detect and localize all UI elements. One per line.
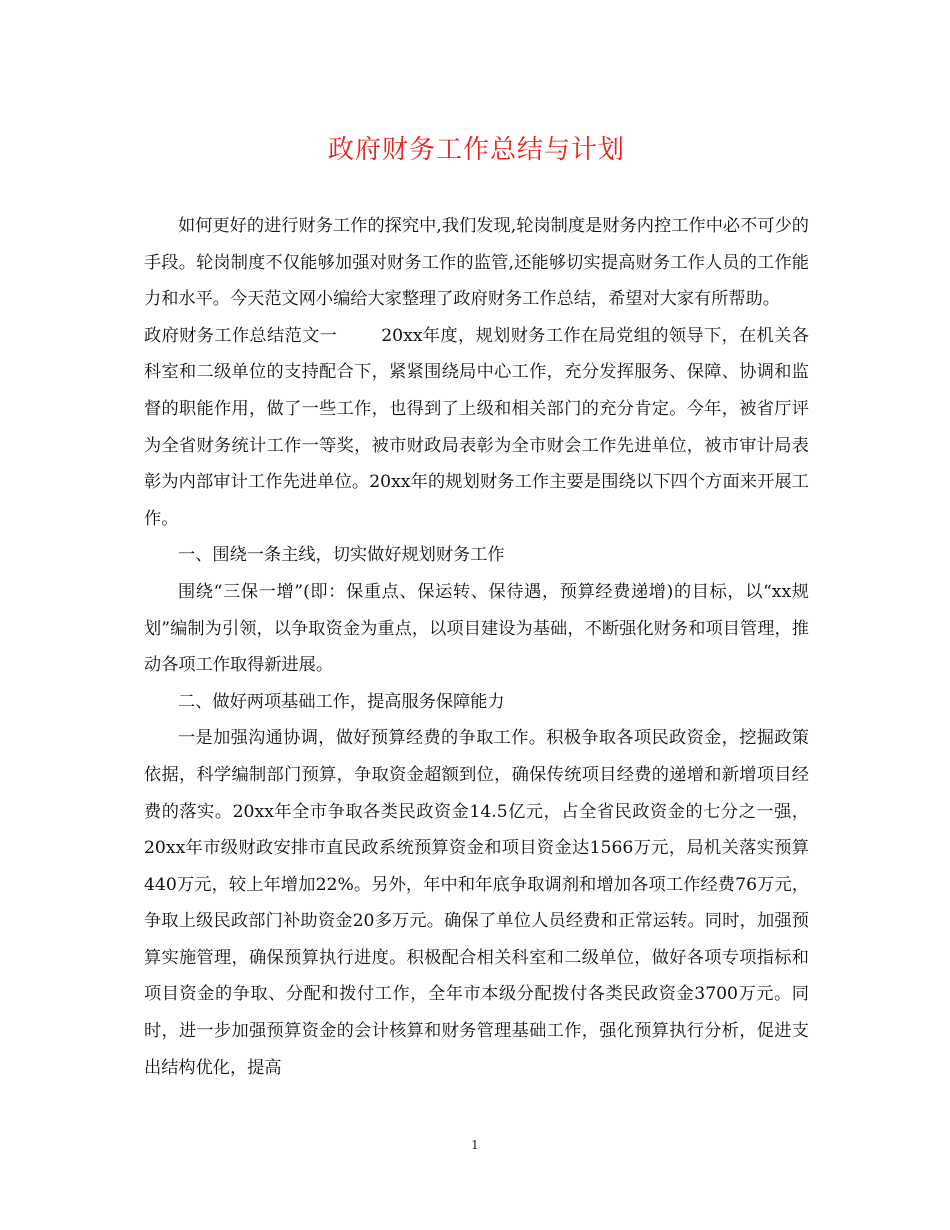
section-1-paragraph: 围绕“三保一增”(即：保重点、保运转、保待遇，预算经费递增)的目标，以“xx规划”编制为引领，以争取资金为重点，以项目建设为基础，不断强化财务和项目管理，推动各项工作取得新进展。 xyxy=(144,581,809,676)
section-heading-1: 一、围绕一条主线，切实做好规划财务工作 xyxy=(178,545,505,566)
sample-label: 政府财务工作总结范文一 xyxy=(144,325,338,346)
intro-paragraph: 如何更好的进行财务工作的探究中,我们发现,轮岗制度是财务内控工作中必不可少的手段。轮岗制度不仅能够加强对财务工作的监管,还能够切实提高财务工作人员的工作能力和水平。今天范文网小编给大家整理了政府财务工作总结，希望对大家有所帮助。 xyxy=(144,216,809,310)
section-heading-2: 二、做好两项基础工作，提高服务保障能力 xyxy=(178,691,505,712)
section-2-paragraph: 一是加强沟通协调，做好预算经费的争取工作。积极争取各项民政资金，挖掘政策依据，科学编制部门预算，争取资金超额到位，确保传统项目经费的递增和新增项目经费的落实。20xx年全市争取各类民政资金14.5亿元，占全省民政资金的七分之一强，20xx年市级财政安排市直民政系统预算资金和项目资金达1566万元，局机关落实预算440万元，较上年增加22%。另外，年中和年底争取调剂和增加各项工作经费76万元，争取上级民政部门补助资金20多万元。确保了单位人员经费和正常运转。同时，加强预算实施管理，确保预算执行进度。积极配合相关科室和二级单位，做好各项专项指标和项目资金的争取、分配和拨付工作，全年市本级分配拨付各类民政资金3700万元。同时，进一步加强预算资金的会计核算和财务管理基础工作，强化预算执行分析，促进支出结构优化，提高 xyxy=(144,728,809,1078)
sample-text: 20xx年度，规划财务工作在局党组的领导下，在机关各科室和二级单位的支持配合下，紧紧围绕局中心工作，充分发挥服务、保障、协调和监督的职能作用，做了一些工作，也得到了上级和相关部门的充分肯定。今年，被省厅评为全省财务统计工作一等奖，被市财政局表彰为全市财会工作先进单位，被市审计局表彰为内部审计工作先进单位。20xx年的规划财务工作主要是围绕以下四个方面来开展工作。 xyxy=(144,325,809,529)
sample-paragraph xyxy=(144,318,809,538)
document-body xyxy=(144,208,809,1086)
page-title: 政府财务工作总结与计划 xyxy=(327,135,625,165)
page-number: 1 xyxy=(471,1138,479,1152)
